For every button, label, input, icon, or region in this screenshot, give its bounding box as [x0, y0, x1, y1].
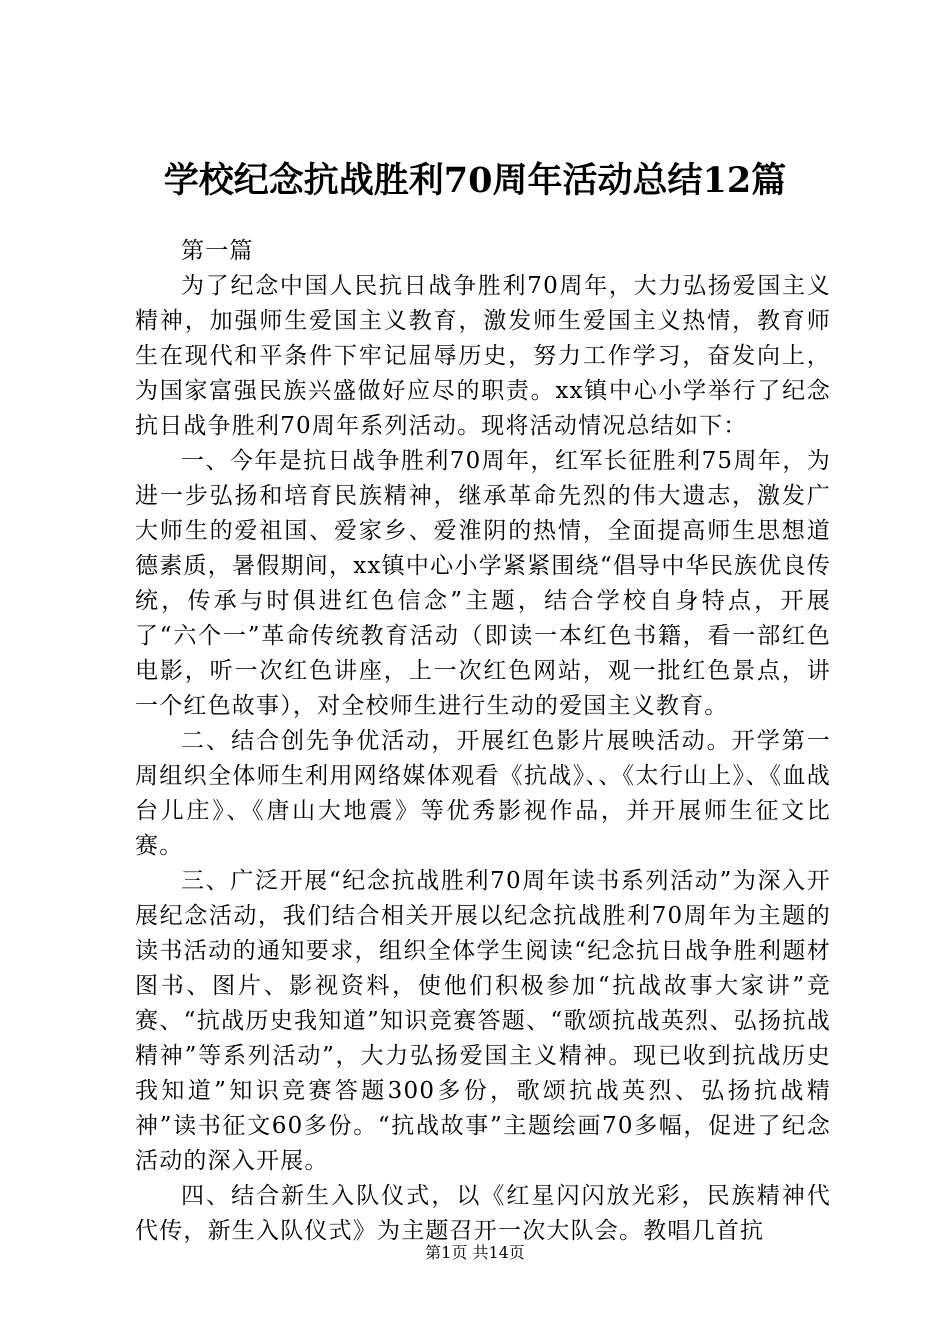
document-body [135, 234, 831, 1249]
document-title: 学校纪念抗战胜利70周年活动总结12篇 [163, 160, 787, 201]
paragraph-item-1: 一、今年是抗日战争胜利70周年，红军长征胜利75周年，为进一步弘扬和培育民族精神，继承革命先烈的伟大遗志，激发广大师生的爱祖国、爱家乡、爱淮阴的热情，全面提高师生思想道德素质，暑假期间，xx镇中心小学紧紧围绕“倡导中华民族优良传统，传承与时俱进红色信念”主题，结合学校自身特点，开展了“六个一”革命传统教育活动（即读一本红色书籍，看一部红色电影，听一次红色讲座，上一次红色网站，观一批红色景点，讲一个红色故事），对全校师生进行生动的爱国主义教育。 [135, 448, 831, 719]
paragraph-item-3: 三、广泛开展“纪念抗战胜利70周年读书系列活动”为深入开展纪念活动，我们结合相关开展以纪念抗战胜利70周年为主题的读书活动的通知要求，组织全体学生阅读“纪念抗日战争胜利题材图书、图片、影视资料，使他们积极参加“抗战故事大家讲”竞赛、“抗战历史我知道”知识竞赛答题、“歌颂抗战英烈、弘扬抗战精神”等系列活动”，大力弘扬爱国主义精神。现已收到抗战历史我知道”知识竞赛答题300多份，歌颂抗战英烈、弘扬抗战精神”读书征文60多份。“抗战故事”主题绘画70多幅，促进了纪念活动的深入开展。 [135, 868, 831, 1174]
paragraph-item-2: 二、结合创先争优活动，开展红色影片展映活动。开学第一周组织全体师生利用网络媒体观看《抗战》、、《太行山上》、《血战台儿庄》、《唐山大地震》等优秀影视作品，并开展师生征文比赛。 [135, 728, 831, 859]
page-number-footer: 第1页 共14页 [425, 1243, 525, 1262]
section-heading: 第一篇 [181, 238, 254, 264]
paragraph-item-4: 四、结合新生入队仪式，以《红星闪闪放光彩，民族精神代代传，新生入队仪式》为主题召开一次大队会。教唱几首抗 [135, 1183, 831, 1244]
paragraph-intro: 为了纪念中国人民抗日战争胜利70周年，大力弘扬爱国主义精神，加强师生爱国主义教育，激发师生爱国主义热情，教育师生在现代和平条件下牢记屈辱历史，努力工作学习，奋发向上，为国家富强民族兴盛做好应尽的职责。xx镇中心小学举行了纪念抗日战争胜利70周年系列活动。现将活动情况总结如下： [135, 273, 831, 439]
